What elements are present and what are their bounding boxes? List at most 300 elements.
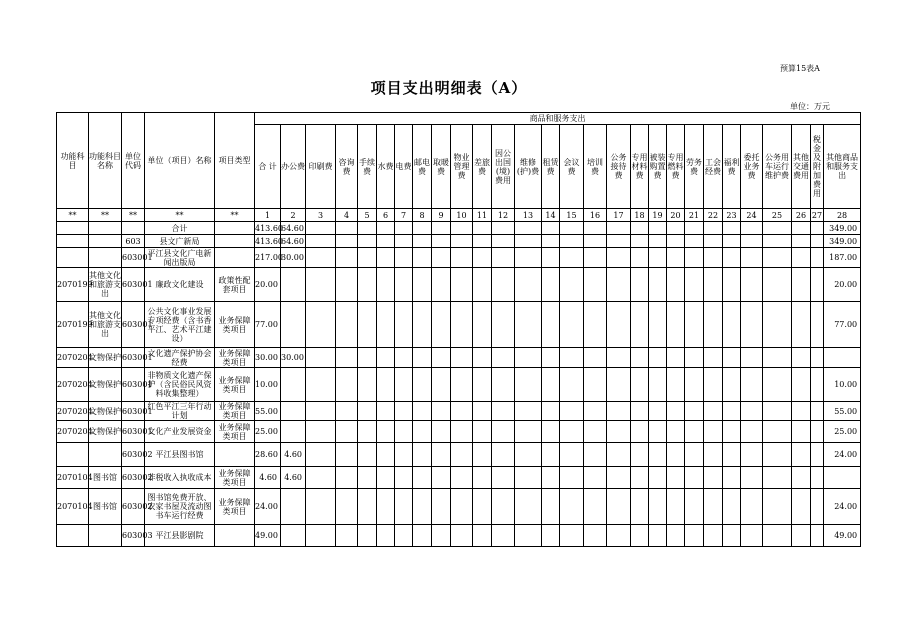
empty-cell [451,302,473,348]
unit-code-cell: 603001 [122,248,145,268]
empty-cell [358,368,377,402]
empty-cell [607,368,631,402]
project-type-cell [215,525,255,547]
empty-cell [560,348,584,368]
project-type-cell [215,235,255,248]
empty-cell [607,235,631,248]
empty-cell [685,525,704,547]
empty-cell [685,368,704,402]
other-goods-cell: 349.00 [824,235,861,248]
empty-cell [631,368,649,402]
empty-cell [413,248,432,268]
empty-cell [741,525,763,547]
empty-cell [792,222,811,235]
empty-cell [649,222,667,235]
empty-cell [631,402,649,421]
func-code-cell: 2070104 [57,467,89,489]
header-vehicle: 公务用车运行维护费 [763,125,792,209]
unit-name-cell: 平江县文化广电新闻出版局 [145,248,215,268]
empty-cell [792,443,811,467]
unit-name-cell: 平江县图书馆 [145,443,215,467]
empty-cell [631,348,649,368]
index-cell: 16 [584,209,607,222]
empty-cell [377,467,395,489]
empty-cell [584,421,607,443]
index-cell: 21 [685,209,704,222]
empty-cell [741,248,763,268]
func-code-cell: 2070204 [57,348,89,368]
empty-cell [792,348,811,368]
empty-cell [306,443,336,467]
index-cell: 26 [792,209,811,222]
empty-cell [811,443,824,467]
project-type-cell [215,222,255,235]
index-cell: 13 [515,209,542,222]
office-cell: 4.60 [281,443,306,467]
func-name-cell [89,443,122,467]
empty-cell [515,525,542,547]
empty-cell [667,467,685,489]
empty-cell [451,268,473,302]
empty-cell [560,268,584,302]
empty-cell [685,248,704,268]
office-cell [281,525,306,547]
empty-cell [413,489,432,525]
empty-cell [584,348,607,368]
empty-cell [451,489,473,525]
empty-cell [607,489,631,525]
header-func-code: 功能科目 [57,113,89,209]
empty-cell [811,402,824,421]
office-cell [281,421,306,443]
empty-cell [667,489,685,525]
unit-code-cell: 603 [122,235,145,248]
empty-cell [336,235,358,248]
empty-cell [649,235,667,248]
table-row [57,489,861,525]
empty-cell [451,525,473,547]
empty-cell [515,302,542,348]
index-cell: 7 [395,209,413,222]
total-cell: 30.00 [255,348,281,368]
unit-code-cell: 603002 [122,467,145,489]
table-row [57,443,861,467]
empty-cell [667,402,685,421]
empty-cell [395,248,413,268]
index-row [57,209,861,222]
empty-cell [631,443,649,467]
empty-cell [763,489,792,525]
index-cell: 9 [432,209,451,222]
header-uniform: 被装购置费 [649,125,667,209]
empty-cell [473,268,492,302]
empty-cell [306,222,336,235]
empty-cell [631,489,649,525]
empty-cell [685,222,704,235]
func-code-cell [57,235,89,248]
empty-cell [704,302,723,348]
unit-code-cell: 603002 [122,489,145,525]
header-consulting: 咨询费 [336,125,358,209]
project-type-cell: 业务保障类项目 [215,368,255,402]
empty-cell [741,222,763,235]
empty-cell [492,525,515,547]
empty-cell [685,467,704,489]
index-cell: 14 [542,209,560,222]
empty-cell [377,421,395,443]
empty-cell [358,467,377,489]
empty-cell [723,467,741,489]
project-type-cell [215,443,255,467]
table-row [57,348,861,368]
unit-code-cell: 603001 [122,302,145,348]
empty-cell [358,489,377,525]
empty-cell [811,302,824,348]
empty-cell [685,235,704,248]
unit-code-cell: 603002 [122,443,145,467]
empty-cell [607,443,631,467]
header-tax: 税金及附加费用 [811,125,824,209]
empty-cell [492,348,515,368]
empty-cell [723,443,741,467]
index-cell: 4 [336,209,358,222]
unit-code-cell: 603001 [122,348,145,368]
func-code-cell: 2070204 [57,421,89,443]
empty-cell [704,402,723,421]
empty-cell [336,268,358,302]
index-cell: 11 [473,209,492,222]
empty-cell [649,368,667,402]
empty-cell [649,443,667,467]
empty-cell [515,467,542,489]
empty-cell [741,489,763,525]
unit-label: 单位：万元 [790,102,830,111]
other-goods-cell: 24.00 [824,443,861,467]
empty-cell [631,222,649,235]
empty-cell [560,489,584,525]
empty-cell [336,222,358,235]
index-cell: 12 [492,209,515,222]
empty-cell [492,489,515,525]
empty-cell [763,348,792,368]
func-code-cell: 2070199 [57,302,89,348]
empty-cell [515,368,542,402]
empty-cell [306,368,336,402]
empty-cell [560,248,584,268]
empty-cell [413,467,432,489]
empty-cell [649,489,667,525]
empty-cell [723,222,741,235]
other-goods-cell: 24.00 [824,489,861,525]
empty-cell [811,235,824,248]
empty-cell [306,302,336,348]
unit-name-cell: 非税收入执收成本 [145,467,215,489]
empty-cell [473,235,492,248]
empty-cell [741,467,763,489]
empty-cell [432,525,451,547]
empty-cell [451,467,473,489]
empty-cell [723,525,741,547]
empty-cell [451,248,473,268]
empty-cell [515,421,542,443]
empty-cell [306,489,336,525]
empty-cell [473,443,492,467]
empty-cell [723,421,741,443]
empty-cell [413,235,432,248]
func-code-cell [57,222,89,235]
func-name-cell [89,222,122,235]
empty-cell [704,348,723,368]
empty-cell [395,467,413,489]
total-cell: 55.00 [255,402,281,421]
project-type-cell: 业务保障类项目 [215,302,255,348]
empty-cell [473,402,492,421]
index-cell: 22 [704,209,723,222]
empty-cell [377,222,395,235]
empty-cell [395,348,413,368]
other-goods-cell [824,467,861,489]
empty-cell [358,268,377,302]
empty-cell [685,302,704,348]
empty-cell [492,421,515,443]
empty-cell [741,268,763,302]
empty-cell [413,302,432,348]
empty-cell [432,222,451,235]
empty-cell [704,489,723,525]
empty-cell [649,348,667,368]
project-type-cell: 政策性配套项目 [215,268,255,302]
office-cell: 64.60 [281,236,304,246]
empty-cell [741,302,763,348]
total-cell: 49.00 [255,525,281,547]
office-cell [281,302,306,348]
empty-cell [723,302,741,348]
func-name-cell [89,248,122,268]
empty-cell [413,348,432,368]
empty-cell [306,421,336,443]
empty-cell [336,421,358,443]
empty-cell [685,268,704,302]
empty-cell [584,467,607,489]
empty-cell [631,235,649,248]
other-goods-cell: 55.00 [824,402,861,421]
index-cell: 24 [741,209,763,222]
empty-cell [473,525,492,547]
table-row [57,268,861,302]
empty-cell [792,525,811,547]
other-goods-cell: 10.00 [824,368,861,402]
func-code-cell [57,525,89,547]
unit-name-cell: 文化产业发展资金 [145,421,215,443]
empty-cell [667,248,685,268]
other-goods-cell [824,348,861,368]
total-cell: 4.60 [255,467,281,489]
header-travel: 差旅费 [473,125,492,209]
empty-cell [395,421,413,443]
empty-cell [515,268,542,302]
empty-cell [704,248,723,268]
empty-cell [306,467,336,489]
empty-cell [542,235,560,248]
empty-cell [358,421,377,443]
empty-cell [584,525,607,547]
project-type-cell: 业务保障类项目 [215,348,255,368]
empty-cell [811,222,824,235]
empty-cell [358,222,377,235]
empty-cell [542,348,560,368]
index-cell: 3 [306,209,336,222]
empty-cell [584,222,607,235]
empty-cell [377,368,395,402]
empty-cell [607,467,631,489]
empty-cell [792,235,811,248]
empty-cell [542,443,560,467]
empty-cell [667,222,685,235]
empty-cell [336,402,358,421]
empty-cell [336,348,358,368]
empty-cell [432,302,451,348]
empty-cell [723,268,741,302]
empty-cell [358,443,377,467]
empty-cell [306,235,336,248]
unit-name-cell: 非物质文化遗产保护（含民俗民风资料收集整理） [145,368,215,402]
empty-cell [685,421,704,443]
empty-cell [667,443,685,467]
empty-cell [542,489,560,525]
empty-cell [792,489,811,525]
func-name-cell: 图书馆 [89,467,122,489]
page-title: 项目支出明细表（A） [370,79,528,97]
empty-cell [377,402,395,421]
empty-cell [413,443,432,467]
index-cell: 17 [607,209,631,222]
other-goods-cell: 77.00 [824,302,861,348]
unit-name-cell: 廉政文化建设 [145,268,215,302]
header-repair: 维修(护)费 [515,125,542,209]
other-goods-cell: 20.00 [824,268,861,302]
index-cell: ** [89,209,122,222]
empty-cell [584,489,607,525]
total-cell: 10.00 [255,368,281,402]
empty-cell [413,222,432,235]
empty-cell [492,235,515,248]
empty-cell [542,222,560,235]
empty-cell [560,235,584,248]
empty-cell [811,368,824,402]
empty-cell [451,235,473,248]
empty-cell [542,421,560,443]
empty-cell [492,302,515,348]
empty-cell [492,222,515,235]
empty-cell [560,402,584,421]
empty-cell [395,302,413,348]
empty-cell [336,302,358,348]
empty-cell [358,248,377,268]
index-cell: ** [215,209,255,222]
empty-cell [413,402,432,421]
project-type-cell: 业务保障类项目 [215,467,255,489]
project-type-cell: 业务保障类项目 [215,421,255,443]
header-fuel: 专用燃料费 [667,125,685,209]
empty-cell [336,248,358,268]
header-heating: 取暖费 [432,125,451,209]
project-expense-table [56,112,861,547]
index-cell: 28 [824,209,861,222]
empty-cell [763,235,792,248]
func-name-cell: 文物保护 [89,348,122,368]
empty-cell [542,368,560,402]
empty-cell [723,368,741,402]
empty-cell [667,348,685,368]
empty-cell [515,235,542,248]
office-cell: 30.00 [281,348,306,368]
table-header [57,113,861,209]
func-code-cell [57,248,89,268]
empty-cell [723,489,741,525]
empty-cell [667,268,685,302]
empty-cell [306,525,336,547]
total-cell: 217.00 [255,248,281,268]
empty-cell [473,302,492,348]
empty-cell [473,421,492,443]
func-code-cell [57,443,89,467]
empty-cell [631,467,649,489]
empty-cell [560,302,584,348]
empty-cell [451,421,473,443]
header-union: 工会经费 [704,125,723,209]
empty-cell [792,302,811,348]
empty-cell [741,368,763,402]
empty-cell [811,467,824,489]
unit-name-cell: 公共文化事业发展专项经费（含书香平江、艺术平江建设） [145,302,215,348]
header-electricity: 电费 [395,125,413,209]
empty-cell [560,421,584,443]
table-body [57,222,861,547]
unit-code-cell: 603001 [122,368,145,402]
table-row [57,248,861,268]
empty-cell [704,368,723,402]
empty-cell [515,402,542,421]
empty-cell [584,248,607,268]
index-cell: ** [57,209,89,222]
empty-cell [492,368,515,402]
empty-cell [451,443,473,467]
header-func-name: 功能科目名称 [89,113,122,209]
empty-cell [377,235,395,248]
unit-name-cell: 红色平江三年行动计划 [145,402,215,421]
empty-cell [306,348,336,368]
index-cell: 20 [667,209,685,222]
empty-cell [492,268,515,302]
empty-cell [377,268,395,302]
table-index-row [57,209,861,222]
empty-cell [413,525,432,547]
header-office: 办公费 [281,125,306,209]
empty-cell [473,348,492,368]
empty-cell [667,235,685,248]
index-cell: 8 [413,209,432,222]
empty-cell [649,402,667,421]
empty-cell [395,222,413,235]
unit-code-cell: 603001 [122,421,145,443]
func-code-cell: 2070104 [57,489,89,525]
empty-cell [377,248,395,268]
index-cell: 5 [358,209,377,222]
header-unit-name: 单位（项目）名称 [145,113,215,209]
empty-cell [377,348,395,368]
empty-cell [432,248,451,268]
other-goods-cell: 49.00 [824,525,861,547]
